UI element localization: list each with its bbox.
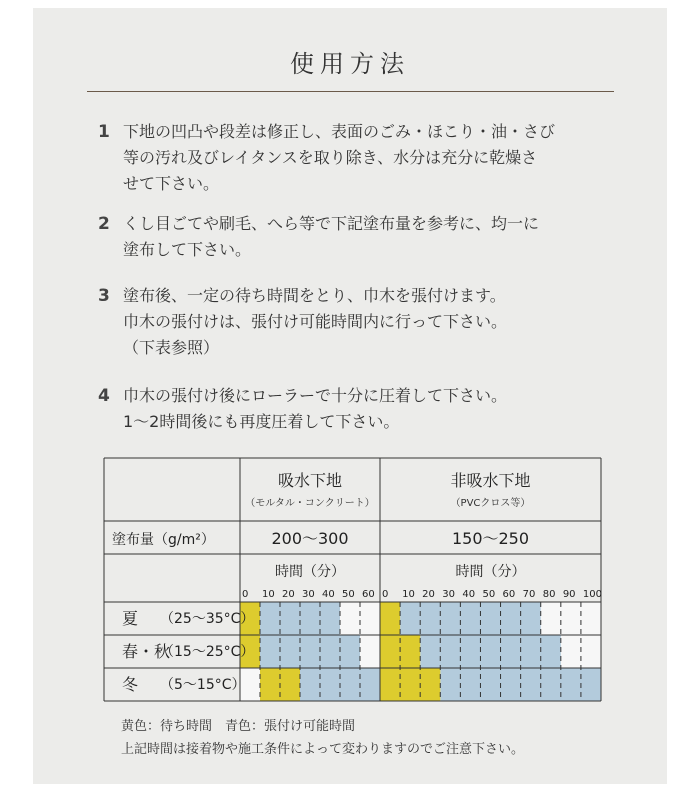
step-number: 2	[98, 214, 110, 234]
column-title: 非吸水下地	[450, 471, 531, 490]
season-label: 冬	[122, 675, 139, 694]
column-title: 吸水下地	[277, 471, 343, 490]
tick-label: 90	[562, 589, 576, 600]
step-number: 1	[98, 122, 110, 142]
attach-time-bar	[400, 602, 541, 635]
page-title: 使用方法	[290, 50, 410, 78]
step-text: 下地の凹凸や段差は修正し、表面のごみ・ほこり・油・さび	[123, 122, 556, 141]
caution-note: 上記時間は接着物や施工条件によって変わりますのでご注意下さい。	[121, 742, 525, 757]
season-label: 夏	[122, 609, 139, 628]
step-text: 巾木の張付けは、張付け可能時間内に行って下さい。	[123, 312, 508, 331]
tick-label: 30	[442, 589, 456, 600]
step-text: 巾木の張付け後にローラーで十分に圧着して下さい。	[123, 386, 508, 405]
wait-time-bar	[380, 668, 440, 701]
wait-time-bar	[380, 602, 400, 635]
step-text: 等の汚れ及びレイタンスを取り除き、水分は充分に乾燥さ	[123, 148, 538, 167]
step-text: くし目ごてや刷毛、へら等で下記塗布量を参考に、均一に	[123, 214, 540, 233]
tick-label: 50	[482, 589, 496, 600]
tick-label: 20	[282, 589, 295, 600]
step-text: 1〜2時間後にも再度圧着して下さい。	[123, 412, 400, 431]
tick-label: 0	[382, 589, 389, 600]
step-text: せて下さい。	[123, 174, 220, 193]
step-text: 塗布して下さい。	[123, 240, 252, 259]
tick-label: 60	[362, 589, 375, 600]
attach-time-bar	[420, 635, 561, 668]
column-subtitle: （モルタル・コンクリート）	[245, 498, 375, 509]
time-axis-label: 時間（分）	[455, 564, 526, 580]
temperature-range: （5〜15°C）	[160, 677, 246, 693]
tick-label: 20	[422, 589, 435, 600]
step-number: 3	[98, 286, 110, 306]
tick-label: 80	[542, 589, 556, 600]
tick-label: 100	[582, 589, 603, 600]
legend-note: 黄色：待ち時間 青色：張付け可能時間	[121, 719, 356, 734]
tick-label: 40	[322, 589, 335, 600]
tick-label: 10	[262, 589, 275, 600]
step-text: （下表参照）	[123, 338, 220, 357]
season-label: 春・秋	[122, 642, 171, 661]
amount-value: 200〜300	[271, 529, 349, 548]
tick-label: 50	[342, 589, 355, 600]
time-axis-label: 時間（分）	[275, 564, 345, 580]
temperature-range: （15〜25°C）	[160, 644, 255, 660]
step-number: 4	[98, 386, 110, 406]
step-text: 塗布後、一定の待ち時間をとり、巾木を張付けます。	[123, 286, 506, 305]
tick-label: 0	[242, 589, 249, 600]
temperature-range: （25〜35°C）	[160, 611, 255, 627]
tick-label: 10	[402, 589, 415, 600]
amount-label: 塗布量（g/m²）	[112, 532, 215, 548]
attach-time-bar	[260, 635, 360, 668]
tick-label: 40	[462, 589, 476, 600]
column-subtitle: （PVCクロス等）	[450, 498, 531, 509]
tick-label: 70	[522, 589, 536, 600]
amount-value: 150〜250	[451, 529, 530, 548]
tick-label: 60	[502, 589, 516, 600]
tick-label: 30	[302, 589, 315, 600]
